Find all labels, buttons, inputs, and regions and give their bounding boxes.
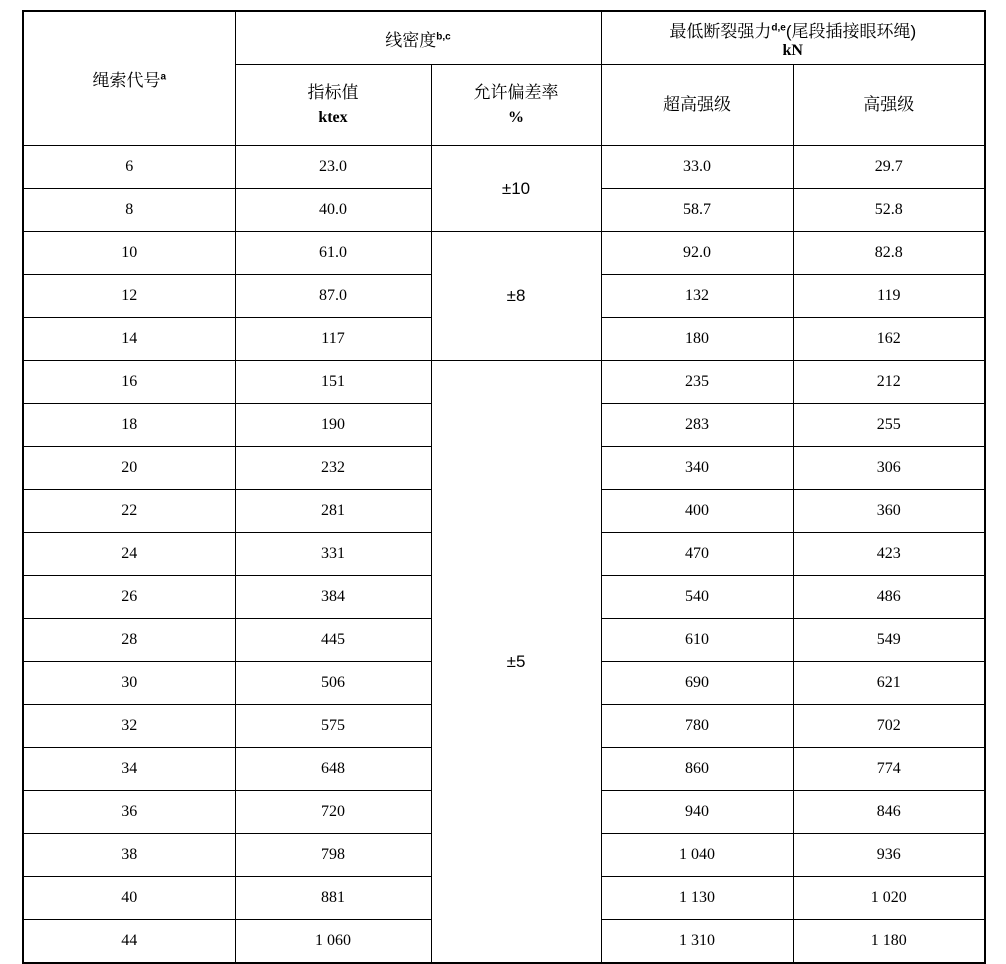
header-linear-density-label: 线密度 — [385, 30, 437, 50]
cell-linear-density-value: 61.0 — [235, 232, 431, 275]
table-row — [23, 232, 985, 275]
cell-ultra-high-grade: 235 — [601, 361, 793, 404]
header-nominal-value — [235, 65, 431, 146]
header-breaking-force-suffix: (尾段插接眼环绳) — [785, 21, 917, 41]
cell-rope-code: 36 — [23, 791, 235, 834]
table-header — [23, 11, 985, 146]
cell-high-grade: 29.7 — [793, 146, 985, 189]
cell-rope-code: 14 — [23, 318, 235, 361]
cell-high-grade: 486 — [793, 576, 985, 619]
header-rope-code — [23, 11, 235, 146]
header-linear-density — [235, 11, 601, 65]
specification-table — [22, 10, 986, 964]
cell-high-grade: 1 020 — [793, 877, 985, 920]
cell-rope-code: 12 — [23, 275, 235, 318]
cell-ultra-high-grade: 780 — [601, 705, 793, 748]
cell-high-grade: 255 — [793, 404, 985, 447]
cell-tolerance: ±8 — [431, 232, 601, 361]
header-nominal-value-label: 指标值 — [307, 83, 359, 103]
cell-high-grade: 549 — [793, 619, 985, 662]
header-row-top — [23, 11, 985, 65]
cell-rope-code: 32 — [23, 705, 235, 748]
header-breaking-force-unit: kN — [782, 41, 803, 59]
cell-rope-code: 28 — [23, 619, 235, 662]
table-body — [23, 146, 985, 964]
cell-rope-code: 16 — [23, 361, 235, 404]
header-breaking-force-sup: d,e — [771, 21, 786, 33]
cell-linear-density-value: 281 — [235, 490, 431, 533]
cell-ultra-high-grade: 283 — [601, 404, 793, 447]
cell-rope-code: 40 — [23, 877, 235, 920]
header-ultra-high-grade: 超高强级 — [601, 65, 793, 146]
table-row — [23, 146, 985, 189]
header-breaking-force-label: 最低断裂强力 — [669, 21, 772, 41]
cell-linear-density-value: 151 — [235, 361, 431, 404]
header-tolerance — [431, 65, 601, 146]
cell-ultra-high-grade: 1 310 — [601, 920, 793, 964]
cell-rope-code: 26 — [23, 576, 235, 619]
cell-rope-code: 24 — [23, 533, 235, 576]
cell-ultra-high-grade: 33.0 — [601, 146, 793, 189]
cell-high-grade: 82.8 — [793, 232, 985, 275]
header-rope-code-label: 绳索代号 — [92, 71, 161, 90]
cell-linear-density-value: 331 — [235, 533, 431, 576]
cell-rope-code: 20 — [23, 447, 235, 490]
cell-rope-code: 22 — [23, 490, 235, 533]
cell-high-grade: 423 — [793, 533, 985, 576]
cell-ultra-high-grade: 58.7 — [601, 189, 793, 232]
cell-ultra-high-grade: 1 130 — [601, 877, 793, 920]
cell-linear-density-value: 87.0 — [235, 275, 431, 318]
cell-ultra-high-grade: 610 — [601, 619, 793, 662]
cell-rope-code: 10 — [23, 232, 235, 275]
cell-ultra-high-grade: 470 — [601, 533, 793, 576]
cell-ultra-high-grade: 180 — [601, 318, 793, 361]
cell-linear-density-value: 798 — [235, 834, 431, 877]
cell-tolerance: ±5 — [431, 361, 601, 964]
cell-rope-code: 38 — [23, 834, 235, 877]
cell-high-grade: 306 — [793, 447, 985, 490]
cell-ultra-high-grade: 690 — [601, 662, 793, 705]
cell-high-grade: 846 — [793, 791, 985, 834]
cell-linear-density-value: 575 — [235, 705, 431, 748]
cell-rope-code: 18 — [23, 404, 235, 447]
cell-tolerance: ±10 — [431, 146, 601, 232]
cell-linear-density-value: 117 — [235, 318, 431, 361]
cell-high-grade: 1 180 — [793, 920, 985, 964]
cell-linear-density-value: 881 — [235, 877, 431, 920]
cell-linear-density-value: 506 — [235, 662, 431, 705]
cell-ultra-high-grade: 400 — [601, 490, 793, 533]
cell-high-grade: 212 — [793, 361, 985, 404]
cell-ultra-high-grade: 940 — [601, 791, 793, 834]
cell-linear-density-value: 23.0 — [235, 146, 431, 189]
cell-high-grade: 774 — [793, 748, 985, 791]
cell-ultra-high-grade: 1 040 — [601, 834, 793, 877]
cell-high-grade: 119 — [793, 275, 985, 318]
cell-rope-code: 34 — [23, 748, 235, 791]
cell-linear-density-value: 232 — [235, 447, 431, 490]
cell-rope-code: 6 — [23, 146, 235, 189]
table-row — [23, 361, 985, 404]
header-breaking-force — [601, 11, 985, 65]
cell-linear-density-value: 384 — [235, 576, 431, 619]
cell-high-grade: 52.8 — [793, 189, 985, 232]
header-tolerance-unit: % — [508, 108, 524, 126]
cell-rope-code: 44 — [23, 920, 235, 964]
cell-ultra-high-grade: 132 — [601, 275, 793, 318]
cell-ultra-high-grade: 340 — [601, 447, 793, 490]
header-tolerance-label: 允许偏差率 — [473, 83, 559, 103]
cell-high-grade: 162 — [793, 318, 985, 361]
cell-linear-density-value: 648 — [235, 748, 431, 791]
header-rope-code-sup: a — [160, 71, 167, 83]
cell-rope-code: 30 — [23, 662, 235, 705]
cell-linear-density-value: 445 — [235, 619, 431, 662]
header-nominal-value-unit: ktex — [318, 108, 348, 126]
cell-high-grade: 936 — [793, 834, 985, 877]
cell-linear-density-value: 720 — [235, 791, 431, 834]
cell-rope-code: 8 — [23, 189, 235, 232]
cell-linear-density-value: 40.0 — [235, 189, 431, 232]
cell-high-grade: 702 — [793, 705, 985, 748]
cell-ultra-high-grade: 860 — [601, 748, 793, 791]
header-linear-density-sup: b,c — [436, 30, 451, 42]
cell-high-grade: 621 — [793, 662, 985, 705]
cell-high-grade: 360 — [793, 490, 985, 533]
cell-linear-density-value: 190 — [235, 404, 431, 447]
cell-ultra-high-grade: 92.0 — [601, 232, 793, 275]
cell-ultra-high-grade: 540 — [601, 576, 793, 619]
header-high-grade: 高强级 — [793, 65, 985, 146]
cell-linear-density-value: 1 060 — [235, 920, 431, 964]
